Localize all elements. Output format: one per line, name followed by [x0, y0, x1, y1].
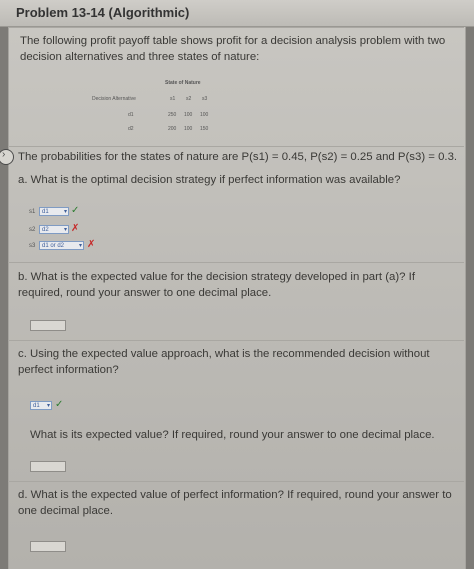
dropdown-value: d2 — [42, 227, 49, 233]
table-cell: 100 — [184, 126, 193, 132]
decision-label: d1 — [128, 112, 134, 118]
divider — [8, 27, 464, 28]
table-cell: 150 — [200, 126, 209, 132]
problem-header — [0, 0, 474, 27]
divider — [8, 262, 464, 263]
strategy-s1-dropdown[interactable] — [39, 207, 69, 216]
question-a: a. What is the optimal decision strategy if perfect information was available? — [18, 174, 401, 186]
answer-input-c[interactable] — [30, 461, 66, 472]
divider — [8, 146, 464, 147]
question-line: b. What is the expected value for the decision strategy developed in part (a)? If — [18, 271, 415, 283]
divider — [8, 481, 464, 482]
question-line: perfect information? — [18, 364, 119, 376]
answer-input-d[interactable] — [30, 541, 66, 552]
state-label: s2 — [29, 227, 36, 233]
divider — [8, 340, 464, 341]
cross-icon: ✗ — [87, 239, 96, 250]
state-header: s1 — [170, 96, 176, 102]
chevron-down-icon: ▾ — [63, 209, 67, 215]
strategy-s3-dropdown[interactable] — [39, 241, 84, 250]
dropdown-value: d1 or d2 — [42, 243, 65, 249]
question-c — [18, 346, 430, 378]
state-header: s2 — [186, 96, 192, 102]
state-header: s3 — [202, 96, 208, 102]
intro-text — [20, 33, 445, 65]
question-d — [18, 487, 452, 519]
chevron-down-icon: ▾ — [78, 243, 82, 249]
question-line: required, round your answer to one decimal place. — [18, 287, 272, 299]
table-cell: 250 — [168, 112, 177, 118]
question-line: d. What is the expected value of perfect information? If required, round your answer to — [18, 489, 452, 501]
payoff-table — [90, 76, 230, 138]
state-label: s1 — [29, 209, 36, 215]
expand-arrow-icon[interactable]: › — [0, 149, 14, 165]
decision-label: d2 — [128, 126, 134, 132]
chevron-down-icon: ▾ — [46, 403, 50, 409]
check-icon: ✓ — [55, 399, 64, 410]
check-icon: ✓ — [71, 205, 80, 216]
recommended-decision-dropdown[interactable] — [30, 401, 52, 410]
probabilities-text: The probabilities for the states of nature are P(s1) = 0.45, P(s2) = 0.25 and P(s3) = 0.3. — [18, 151, 458, 163]
state-label: s3 — [29, 243, 36, 249]
table-cell: 200 — [168, 126, 177, 132]
question-line: c. Using the expected value approach, what is the recommended decision without — [18, 348, 430, 360]
table-cell: 100 — [184, 112, 193, 118]
chevron-down-icon: ▾ — [63, 227, 67, 233]
table-cell: 100 — [200, 112, 209, 118]
intro-line: The following profit payoff table shows profit for a decision analysis problem with two — [20, 35, 446, 47]
strategy-s2-dropdown[interactable] — [39, 225, 69, 234]
cross-icon: ✗ — [71, 223, 80, 234]
dropdown-value: d1 — [42, 209, 49, 215]
question-c2: What is its expected value? If required, round your answer to one decimal place. — [30, 429, 435, 441]
question-line: one decimal place. — [18, 505, 113, 517]
question-b — [18, 269, 415, 301]
decision-alternative-header: Decision Alternative — [92, 96, 136, 102]
intro-line: decision alternatives and three states of nature: — [20, 51, 260, 63]
problem-title: Problem 13-14 (Algorithmic) — [16, 5, 190, 20]
state-of-nature-header: State of Nature — [165, 80, 201, 86]
dropdown-value: d1 — [33, 403, 40, 409]
answer-input-b[interactable] — [30, 320, 66, 331]
